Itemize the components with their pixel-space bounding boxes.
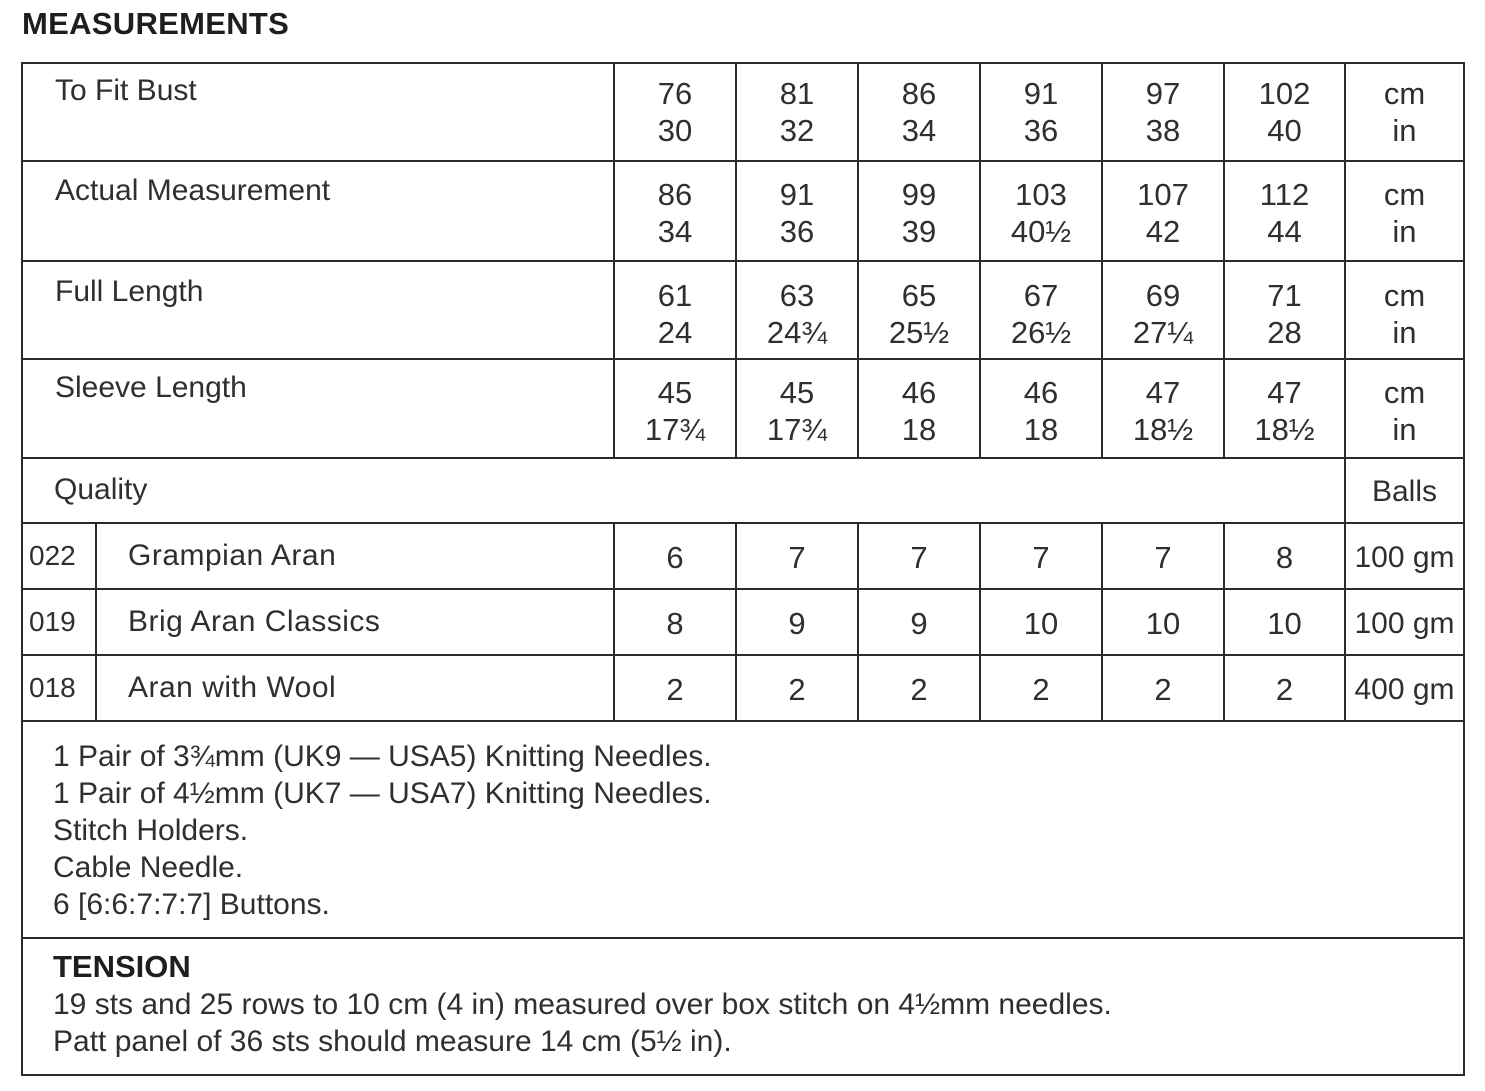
size-value: 67 26½ xyxy=(1010,278,1072,350)
row-label: Full Length xyxy=(55,275,204,308)
tension-line: Patt panel of 36 sts should measure 14 cm (5½ in). xyxy=(53,1025,732,1058)
page-title: MEASUREMENTS xyxy=(22,6,290,41)
measurements-sheet xyxy=(21,62,1465,1076)
materials-item: 1 Pair of 4½mm (UK7 — USA7) Knitting Needles. xyxy=(53,777,712,810)
tension-text xyxy=(53,986,1112,1060)
balls-value: 7 xyxy=(910,540,928,575)
size-value: 99 39 xyxy=(901,177,937,249)
size-value: 47 18½ xyxy=(1132,375,1194,447)
size-value: 45 17¾ xyxy=(644,375,706,447)
size-value: 45 17¾ xyxy=(766,375,828,447)
ball-weight: 400 gm xyxy=(1354,673,1455,706)
unit-label: cm in xyxy=(1383,177,1426,249)
balls-value: 10 xyxy=(1267,606,1302,641)
balls-value: 6 xyxy=(666,540,684,575)
materials-list xyxy=(53,738,712,923)
yarn-code: 022 xyxy=(29,540,76,571)
row-divider xyxy=(23,522,1463,524)
row-label: To Fit Bust xyxy=(55,74,197,107)
size-value: 71 28 xyxy=(1267,278,1302,350)
size-value: 65 25½ xyxy=(888,278,950,350)
yarn-name: Grampian Aran xyxy=(128,539,337,572)
balls-header: Balls xyxy=(1371,475,1438,508)
yarn-name: Aran with Wool xyxy=(128,671,337,704)
materials-item: 1 Pair of 3¾mm (UK9 — USA5) Knitting Needles. xyxy=(53,740,712,773)
yarn-code: 019 xyxy=(29,606,76,637)
balls-value: 7 xyxy=(1032,540,1050,575)
size-value: 86 34 xyxy=(901,76,937,148)
yarn-code: 018 xyxy=(29,672,76,703)
unit-label: cm in xyxy=(1383,278,1426,350)
unit-label: cm in xyxy=(1383,375,1426,447)
size-value: 47 18½ xyxy=(1254,375,1315,447)
balls-value: 7 xyxy=(1154,540,1172,575)
size-value: 103 40½ xyxy=(1010,177,1072,249)
row-divider xyxy=(23,260,1463,262)
balls-value: 8 xyxy=(666,606,684,641)
size-value: 112 44 xyxy=(1259,177,1310,249)
size-value: 107 42 xyxy=(1137,177,1189,249)
balls-value: 2 xyxy=(1275,672,1294,707)
balls-value: 9 xyxy=(788,606,806,641)
size-value: 46 18 xyxy=(901,375,937,447)
row-divider xyxy=(23,358,1463,360)
quality-header: Quality xyxy=(54,473,148,506)
size-value: 69 27¼ xyxy=(1132,278,1194,350)
materials-item: Cable Needle. xyxy=(53,851,244,884)
size-value: 91 36 xyxy=(1023,76,1059,148)
tension-line: 19 sts and 25 rows to 10 cm (4 in) measured over box stitch on 4½mm needles. xyxy=(53,988,1112,1021)
balls-value: 7 xyxy=(788,540,806,575)
balls-value: 2 xyxy=(1032,672,1050,707)
size-value: 97 38 xyxy=(1145,76,1181,148)
balls-value: 2 xyxy=(1154,672,1172,707)
unit-label: cm in xyxy=(1383,76,1426,148)
col-divider xyxy=(95,523,97,721)
row-label: Sleeve Length xyxy=(55,371,247,404)
balls-value: 8 xyxy=(1275,540,1294,575)
balls-value: 2 xyxy=(788,672,806,707)
row-divider xyxy=(23,457,1463,459)
row-divider xyxy=(23,654,1463,656)
row-divider xyxy=(23,720,1463,722)
materials-item: 6 [6:6:7:7:7] Buttons. xyxy=(53,888,330,921)
size-value: 61 24 xyxy=(657,278,693,350)
size-value: 76 30 xyxy=(657,76,693,148)
row-label: Actual Measurement xyxy=(55,174,331,207)
ball-weight: 100 gm xyxy=(1354,607,1455,640)
size-value: 63 24¾ xyxy=(766,278,828,350)
tension-title: TENSION xyxy=(53,949,191,984)
balls-value: 10 xyxy=(1023,606,1059,641)
size-value: 86 34 xyxy=(657,177,693,249)
materials-item: Stitch Holders. xyxy=(53,814,249,847)
size-value: 81 32 xyxy=(779,76,815,148)
size-value: 102 40 xyxy=(1258,76,1311,148)
balls-value: 10 xyxy=(1145,606,1181,641)
yarn-name: Brig Aran Classics xyxy=(128,605,381,638)
size-value: 46 18 xyxy=(1023,375,1059,447)
balls-value: 9 xyxy=(910,606,928,641)
balls-value: 2 xyxy=(666,672,684,707)
size-value: 91 36 xyxy=(779,177,815,249)
row-divider xyxy=(23,588,1463,590)
ball-weight: 100 gm xyxy=(1354,541,1455,574)
row-divider xyxy=(23,937,1463,939)
row-divider xyxy=(23,160,1463,162)
balls-value: 2 xyxy=(910,672,928,707)
